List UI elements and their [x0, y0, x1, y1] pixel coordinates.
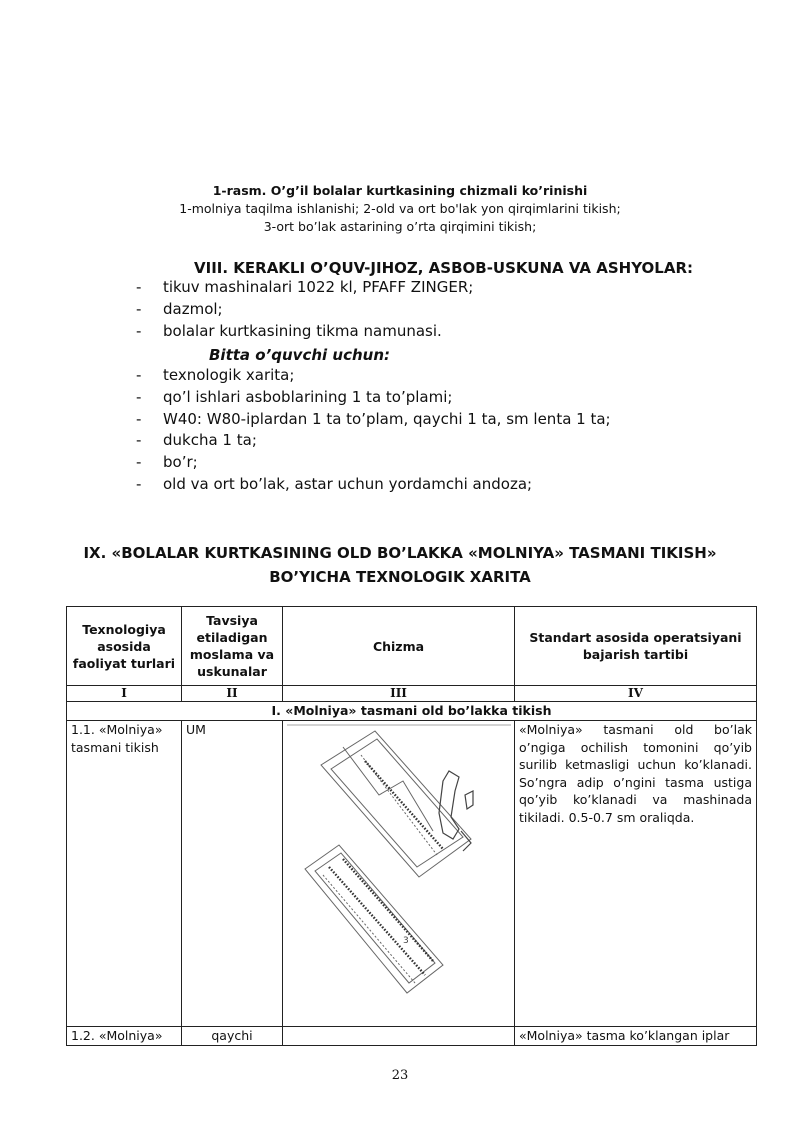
figure-caption	[0, 182, 800, 236]
general-equipment-list	[136, 277, 473, 342]
table-row	[67, 1027, 757, 1046]
section-viii-title: VIII. KERAKLI O’QUV-JIHOZ, ASBOB-USKUNA VA ASHYOLAR:	[194, 259, 694, 277]
table-header-row	[67, 607, 757, 686]
caption-title: 1-rasm. O’g’il bolalar kurtkasining chizmali ko’rinishi	[212, 183, 588, 198]
section-ix-title: IX. «BOLALAR KURTKASINING OLD BO’LAKKA «MOLNIYA» TASMANI TIKISH» BO’YICHA TEXNOLOGIK XARITA	[83, 544, 717, 586]
list-item: - old va ort bo’lak, astar uchun yordamchi andoza;	[136, 474, 533, 493]
student-subhead: Bitta o’quvchi uchun:	[209, 346, 390, 364]
presser-foot-icon	[439, 771, 473, 851]
page-number: 23	[391, 1068, 409, 1083]
upper-garment-panel	[321, 731, 471, 877]
list-item: - bolalar kurtkasining tikma namunasi.	[136, 321, 442, 340]
list-item: - bo’r;	[136, 453, 198, 472]
list-item: - dazmol;	[136, 299, 223, 318]
zipper-sewing-diagram	[283, 721, 515, 1026]
upper-zipper-teeth	[365, 761, 443, 849]
caption-line-2: 3-ort bo’lak astarining o’rta qirqimini tikish;	[263, 219, 537, 234]
table-row	[67, 721, 757, 1027]
list-item: - qo’l ishlari asboblarining 1 ta to’plami;	[136, 387, 453, 406]
roman-numeral-row: I II III IV	[67, 686, 757, 702]
header-activity: Texnologiya asosida faoliyat turlari	[67, 607, 182, 686]
header-drawing: Chizma	[283, 607, 515, 686]
list-item: - texnologik xarita;	[136, 366, 295, 384]
header-procedure: Standart asosida operatsiyani bajarish tartibi	[515, 607, 757, 686]
student-materials-list	[136, 365, 611, 496]
drawing-cell	[283, 1027, 515, 1046]
header-equipment: Tavsiya etiladigan moslama va uskunalar	[182, 607, 283, 686]
technology-map-table	[66, 606, 757, 1046]
procedure-cell: «Molniya» tasmani old bo’lak o’ngiga ochilish tomonini qo’yib surilib ketmasligi uchun ko’klanadi. So’ngra adip o’ngini tasma ustiga qo’yib ko’klanadi va mashinada tikiladi. 0.5-0.7 sm oraliqda.	[515, 721, 757, 1027]
drawing-label: 3	[403, 936, 409, 946]
section-row: I. «Molniya» tasmani old bo’lakka tikish	[67, 702, 757, 721]
list-item: - dukcha 1 ta;	[136, 431, 257, 450]
drawing-cell	[283, 721, 515, 1027]
procedure-cell: «Molniya» tasma ko’klangan iplar	[515, 1027, 757, 1046]
list-item: - tikuv mashinalari 1022 kl, PFAFF ZINGER;	[136, 278, 474, 296]
activity-cell: 1.1. «Molniya» tasmani tikish	[67, 721, 182, 1027]
caption-line-1: 1-molniya taqilma ishlanishi; 2-old va ort bo'lak yon qirqimlarini tikish;	[179, 201, 621, 216]
equipment-cell: UM	[182, 721, 283, 1027]
activity-cell: 1.2. «Molniya»	[67, 1027, 182, 1046]
list-item: - W40: W80-iplardan 1 ta to’plam, qaychi 1 ta, sm lenta 1 ta;	[136, 409, 611, 428]
equipment-cell: qaychi	[182, 1027, 283, 1046]
